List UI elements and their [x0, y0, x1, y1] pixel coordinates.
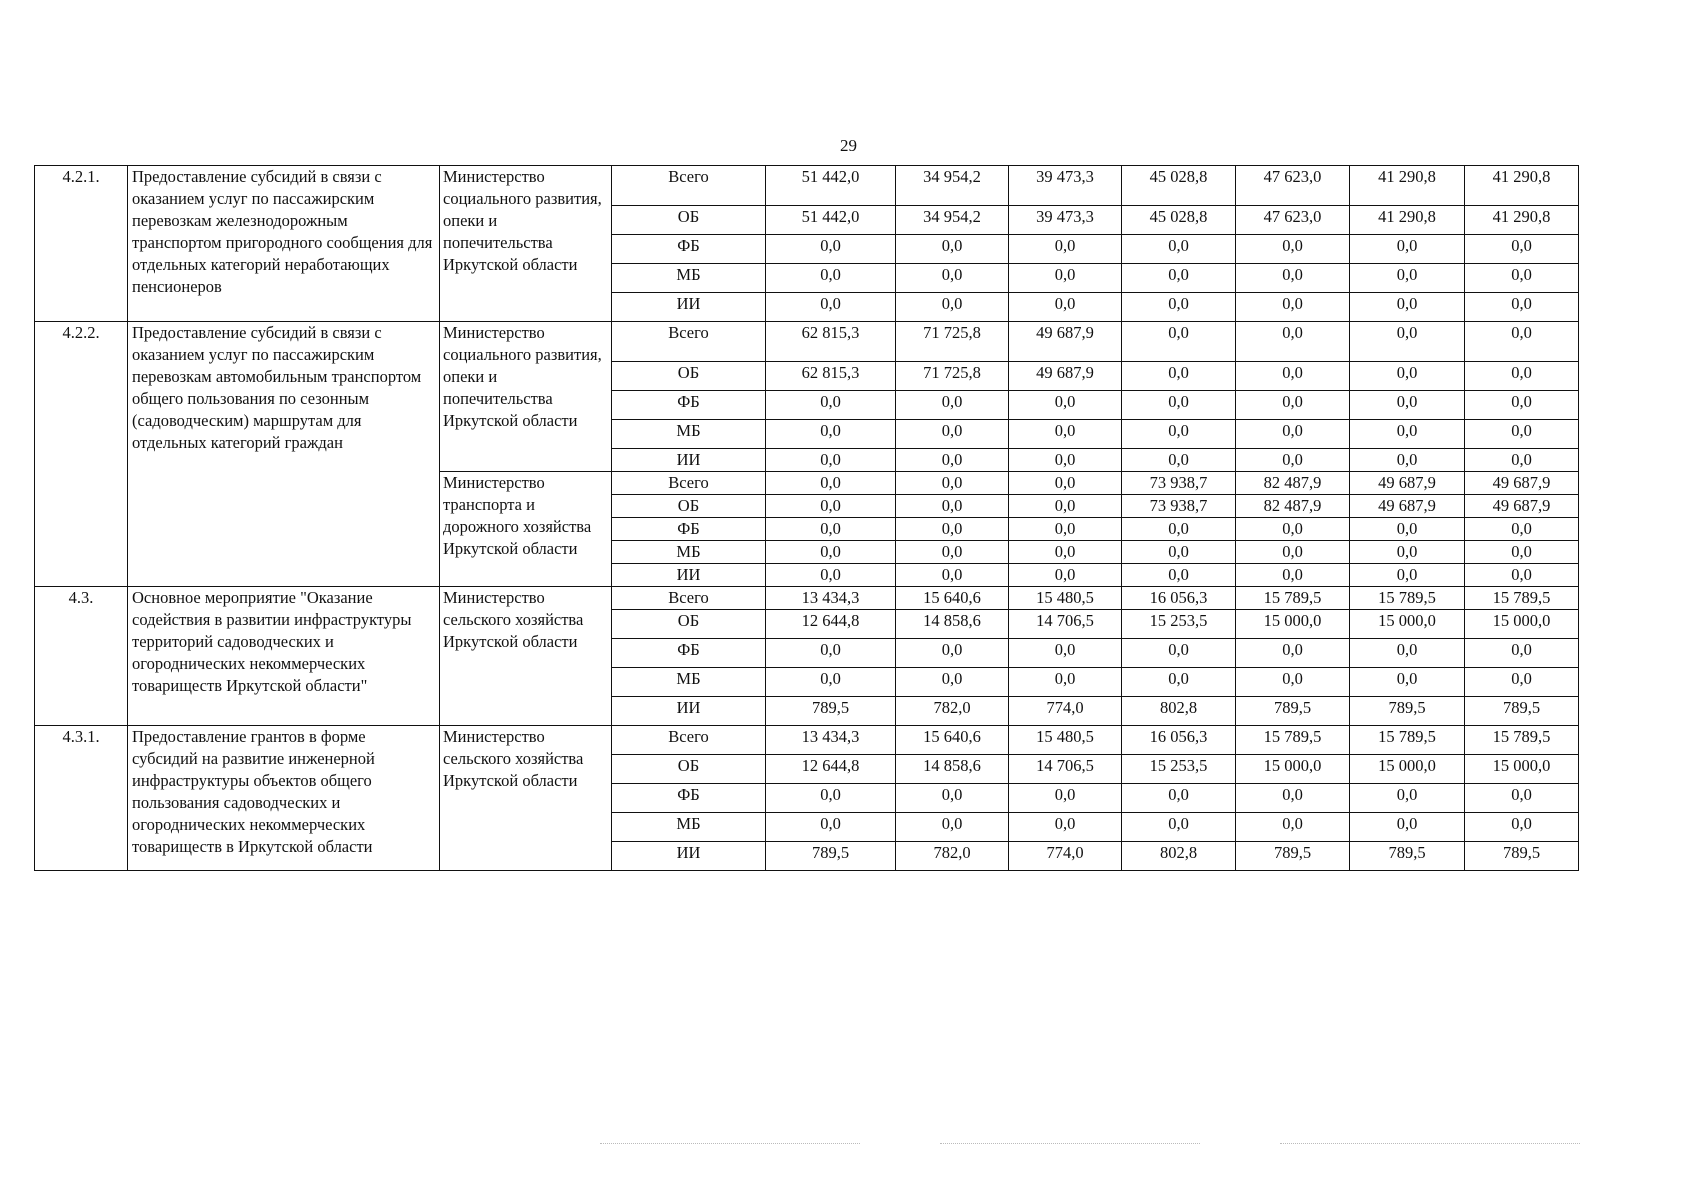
- amount-cell: 0,0: [896, 784, 1009, 813]
- amount-cell: 0,0: [1350, 813, 1465, 842]
- amount-cell: 15 640,6: [896, 726, 1009, 755]
- amount-cell: 16 056,3: [1122, 726, 1236, 755]
- amount-cell: 14 706,5: [1009, 610, 1122, 639]
- amount-cell: 0,0: [1465, 391, 1579, 420]
- funding-source: МБ: [612, 668, 766, 697]
- funding-source: ФБ: [612, 391, 766, 420]
- funding-source: ФБ: [612, 518, 766, 541]
- amount-cell: 0,0: [1465, 293, 1579, 322]
- amount-cell: 0,0: [1009, 293, 1122, 322]
- amount-cell: 0,0: [766, 472, 896, 495]
- amount-cell: 0,0: [1465, 235, 1579, 264]
- row-code: 4.2.2.: [35, 322, 128, 587]
- amount-cell: 47 623,0: [1236, 206, 1350, 235]
- funding-source: Всего: [612, 322, 766, 362]
- amount-cell: 0,0: [1122, 813, 1236, 842]
- amount-cell: 0,0: [766, 784, 896, 813]
- amount-cell: 0,0: [1122, 639, 1236, 668]
- amount-cell: 13 434,3: [766, 726, 896, 755]
- amount-cell: 0,0: [1122, 564, 1236, 587]
- amount-cell: 0,0: [1350, 293, 1465, 322]
- amount-cell: 0,0: [1350, 391, 1465, 420]
- amount-cell: 41 290,8: [1350, 206, 1465, 235]
- amount-cell: 0,0: [1350, 564, 1465, 587]
- amount-cell: 15 000,0: [1236, 755, 1350, 784]
- amount-cell: 0,0: [1465, 784, 1579, 813]
- amount-cell: 0,0: [766, 564, 896, 587]
- amount-cell: 0,0: [1122, 264, 1236, 293]
- funding-source: МБ: [612, 420, 766, 449]
- amount-cell: 39 473,3: [1009, 166, 1122, 206]
- amount-cell: 15 253,5: [1122, 610, 1236, 639]
- amount-cell: 0,0: [1009, 784, 1122, 813]
- amount-cell: 82 487,9: [1236, 495, 1350, 518]
- amount-cell: 14 858,6: [896, 755, 1009, 784]
- row-executor: Министерство транспорта и дорожного хозяйства Иркутской области: [440, 472, 612, 587]
- amount-cell: 0,0: [896, 472, 1009, 495]
- funding-source: ИИ: [612, 697, 766, 726]
- amount-cell: 14 858,6: [896, 610, 1009, 639]
- scan-noise: [600, 1143, 860, 1144]
- amount-cell: 0,0: [766, 668, 896, 697]
- amount-cell: 0,0: [1122, 449, 1236, 472]
- table-row: [35, 166, 1579, 206]
- amount-cell: 34 954,2: [896, 206, 1009, 235]
- funding-source: МБ: [612, 541, 766, 564]
- row-code: 4.3.1.: [35, 726, 128, 871]
- amount-cell: 0,0: [766, 639, 896, 668]
- amount-cell: 0,0: [1350, 541, 1465, 564]
- amount-cell: 0,0: [896, 235, 1009, 264]
- amount-cell: 49 687,9: [1465, 495, 1579, 518]
- amount-cell: 0,0: [1465, 639, 1579, 668]
- funding-source: ИИ: [612, 293, 766, 322]
- amount-cell: 51 442,0: [766, 206, 896, 235]
- amount-cell: 0,0: [1236, 668, 1350, 697]
- amount-cell: 15 000,0: [1465, 610, 1579, 639]
- amount-cell: 62 815,3: [766, 362, 896, 391]
- page-number: 29: [840, 136, 857, 155]
- amount-cell: 789,5: [1350, 697, 1465, 726]
- amount-cell: 15 480,5: [1009, 726, 1122, 755]
- amount-cell: 0,0: [896, 541, 1009, 564]
- amount-cell: 0,0: [1350, 264, 1465, 293]
- amount-cell: 49 687,9: [1350, 472, 1465, 495]
- amount-cell: 15 789,5: [1350, 587, 1465, 610]
- amount-cell: 0,0: [1350, 518, 1465, 541]
- amount-cell: 0,0: [1236, 264, 1350, 293]
- amount-cell: 0,0: [1122, 362, 1236, 391]
- amount-cell: 0,0: [1236, 449, 1350, 472]
- amount-cell: 774,0: [1009, 697, 1122, 726]
- amount-cell: 0,0: [766, 391, 896, 420]
- amount-cell: 0,0: [896, 293, 1009, 322]
- amount-cell: 0,0: [1465, 813, 1579, 842]
- amount-cell: 15 789,5: [1350, 726, 1465, 755]
- amount-cell: 782,0: [896, 842, 1009, 871]
- funding-source: ОБ: [612, 495, 766, 518]
- amount-cell: 0,0: [1009, 420, 1122, 449]
- funding-source: ОБ: [612, 755, 766, 784]
- amount-cell: 0,0: [1465, 362, 1579, 391]
- amount-cell: 789,5: [766, 697, 896, 726]
- amount-cell: 12 644,8: [766, 610, 896, 639]
- amount-cell: 0,0: [1122, 668, 1236, 697]
- funding-source: ФБ: [612, 235, 766, 264]
- amount-cell: 0,0: [766, 541, 896, 564]
- funding-source: ОБ: [612, 610, 766, 639]
- amount-cell: 0,0: [1236, 391, 1350, 420]
- amount-cell: 802,8: [1122, 842, 1236, 871]
- row-code: 4.2.1.: [35, 166, 128, 322]
- amount-cell: 15 789,5: [1465, 587, 1579, 610]
- scan-noise: [940, 1143, 1200, 1144]
- amount-cell: 0,0: [1236, 235, 1350, 264]
- amount-cell: 0,0: [1122, 293, 1236, 322]
- amount-cell: 789,5: [1236, 697, 1350, 726]
- amount-cell: 789,5: [1465, 842, 1579, 871]
- amount-cell: 0,0: [1009, 564, 1122, 587]
- amount-cell: 41 290,8: [1350, 166, 1465, 206]
- amount-cell: 14 706,5: [1009, 755, 1122, 784]
- amount-cell: 71 725,8: [896, 322, 1009, 362]
- amount-cell: 71 725,8: [896, 362, 1009, 391]
- amount-cell: 0,0: [896, 564, 1009, 587]
- amount-cell: 0,0: [896, 518, 1009, 541]
- amount-cell: 0,0: [1465, 564, 1579, 587]
- amount-cell: 0,0: [1009, 235, 1122, 264]
- amount-cell: 49 687,9: [1350, 495, 1465, 518]
- amount-cell: 0,0: [766, 420, 896, 449]
- amount-cell: 0,0: [1236, 813, 1350, 842]
- funding-source: ИИ: [612, 449, 766, 472]
- amount-cell: 0,0: [766, 293, 896, 322]
- budget-table: [34, 165, 1579, 871]
- amount-cell: 51 442,0: [766, 166, 896, 206]
- amount-cell: 0,0: [1350, 322, 1465, 362]
- amount-cell: 0,0: [1009, 472, 1122, 495]
- amount-cell: 0,0: [1009, 541, 1122, 564]
- amount-cell: 0,0: [1350, 362, 1465, 391]
- amount-cell: 0,0: [1236, 784, 1350, 813]
- amount-cell: 45 028,8: [1122, 166, 1236, 206]
- row-executor: Министерство сельского хозяйства Иркутской области: [440, 726, 612, 871]
- amount-cell: 0,0: [896, 264, 1009, 293]
- amount-cell: 49 687,9: [1009, 322, 1122, 362]
- amount-cell: 49 687,9: [1009, 362, 1122, 391]
- amount-cell: 41 290,8: [1465, 206, 1579, 235]
- amount-cell: 0,0: [896, 420, 1009, 449]
- amount-cell: 789,5: [1465, 697, 1579, 726]
- amount-cell: 0,0: [1122, 784, 1236, 813]
- amount-cell: 0,0: [1122, 518, 1236, 541]
- row-code: 4.3.: [35, 587, 128, 726]
- amount-cell: 0,0: [1236, 322, 1350, 362]
- funding-source: МБ: [612, 813, 766, 842]
- amount-cell: 0,0: [766, 518, 896, 541]
- amount-cell: 12 644,8: [766, 755, 896, 784]
- table-row: [35, 726, 1579, 755]
- amount-cell: 0,0: [766, 495, 896, 518]
- funding-source: МБ: [612, 264, 766, 293]
- amount-cell: 15 640,6: [896, 587, 1009, 610]
- amount-cell: 0,0: [1350, 784, 1465, 813]
- amount-cell: 0,0: [1009, 518, 1122, 541]
- amount-cell: 0,0: [1236, 639, 1350, 668]
- amount-cell: 0,0: [766, 264, 896, 293]
- amount-cell: 0,0: [896, 449, 1009, 472]
- amount-cell: 13 434,3: [766, 587, 896, 610]
- funding-source: ФБ: [612, 639, 766, 668]
- amount-cell: 47 623,0: [1236, 166, 1350, 206]
- row-activity-name: Предоставление субсидий в связи с оказанием услуг по пассажирским перевозкам железнодорожным транспортом пригородного сообщения для отдельных категорий неработающих пенсионеров: [128, 166, 440, 322]
- amount-cell: 0,0: [896, 813, 1009, 842]
- row-activity-name: Предоставление субсидий в связи с оказанием услуг по пассажирским перевозкам автомобильным транспортом общего пользования по сезонным (садоводческим) маршрутам для отдельных категорий граждан: [128, 322, 440, 587]
- funding-source: ИИ: [612, 564, 766, 587]
- table-row: [35, 587, 1579, 610]
- amount-cell: 0,0: [1465, 541, 1579, 564]
- funding-source: ФБ: [612, 784, 766, 813]
- amount-cell: 0,0: [1122, 391, 1236, 420]
- amount-cell: 15 789,5: [1236, 587, 1350, 610]
- amount-cell: 15 000,0: [1350, 610, 1465, 639]
- amount-cell: 0,0: [1350, 668, 1465, 697]
- row-activity-name: Предоставление грантов в форме субсидий на развитие инженерной инфраструктуры объектов общего пользования садоводческих и огороднических некоммерческих товариществ в Иркутской области: [128, 726, 440, 871]
- funding-source: ОБ: [612, 362, 766, 391]
- amount-cell: 0,0: [1009, 639, 1122, 668]
- amount-cell: 0,0: [1122, 541, 1236, 564]
- funding-source: Всего: [612, 726, 766, 755]
- amount-cell: 62 815,3: [766, 322, 896, 362]
- amount-cell: 15 789,5: [1236, 726, 1350, 755]
- row-executor: Министерство социального развития, опеки и попечительства Иркутской области: [440, 322, 612, 472]
- amount-cell: 15 000,0: [1236, 610, 1350, 639]
- amount-cell: 0,0: [896, 495, 1009, 518]
- amount-cell: 0,0: [1009, 813, 1122, 842]
- amount-cell: 789,5: [1236, 842, 1350, 871]
- amount-cell: 16 056,3: [1122, 587, 1236, 610]
- funding-source: Всего: [612, 472, 766, 495]
- amount-cell: 0,0: [1236, 564, 1350, 587]
- row-activity-name: Основное мероприятие "Оказание содействия в развитии инфраструктуры территорий садоводческих и огороднических некоммерческих товариществ Иркутской области": [128, 587, 440, 726]
- amount-cell: 0,0: [1236, 362, 1350, 391]
- amount-cell: 0,0: [1350, 235, 1465, 264]
- amount-cell: 0,0: [1236, 420, 1350, 449]
- amount-cell: 0,0: [1009, 391, 1122, 420]
- amount-cell: 0,0: [1009, 264, 1122, 293]
- amount-cell: 0,0: [1465, 322, 1579, 362]
- amount-cell: 0,0: [1465, 668, 1579, 697]
- amount-cell: 0,0: [1465, 264, 1579, 293]
- amount-cell: 0,0: [1236, 541, 1350, 564]
- amount-cell: 41 290,8: [1465, 166, 1579, 206]
- amount-cell: 0,0: [1122, 235, 1236, 264]
- amount-cell: 0,0: [896, 639, 1009, 668]
- amount-cell: 0,0: [1122, 420, 1236, 449]
- table-row: [35, 322, 1579, 362]
- amount-cell: 15 000,0: [1465, 755, 1579, 784]
- row-executor: Министерство сельского хозяйства Иркутской области: [440, 587, 612, 726]
- amount-cell: 73 938,7: [1122, 472, 1236, 495]
- amount-cell: 73 938,7: [1122, 495, 1236, 518]
- amount-cell: 15 253,5: [1122, 755, 1236, 784]
- amount-cell: 15 789,5: [1465, 726, 1579, 755]
- amount-cell: 0,0: [1009, 495, 1122, 518]
- amount-cell: 0,0: [1350, 449, 1465, 472]
- amount-cell: 789,5: [766, 842, 896, 871]
- amount-cell: 39 473,3: [1009, 206, 1122, 235]
- amount-cell: 0,0: [766, 449, 896, 472]
- funding-source: ОБ: [612, 206, 766, 235]
- amount-cell: 0,0: [1350, 639, 1465, 668]
- amount-cell: 0,0: [1350, 420, 1465, 449]
- funding-source: Всего: [612, 587, 766, 610]
- amount-cell: 0,0: [1465, 518, 1579, 541]
- amount-cell: 782,0: [896, 697, 1009, 726]
- amount-cell: 82 487,9: [1236, 472, 1350, 495]
- amount-cell: 45 028,8: [1122, 206, 1236, 235]
- amount-cell: 0,0: [1236, 518, 1350, 541]
- funding-source: ИИ: [612, 842, 766, 871]
- amount-cell: 15 000,0: [1350, 755, 1465, 784]
- amount-cell: 0,0: [766, 235, 896, 264]
- amount-cell: 802,8: [1122, 697, 1236, 726]
- amount-cell: 0,0: [1009, 449, 1122, 472]
- amount-cell: 0,0: [896, 391, 1009, 420]
- amount-cell: 0,0: [1465, 420, 1579, 449]
- amount-cell: 774,0: [1009, 842, 1122, 871]
- amount-cell: 0,0: [1009, 668, 1122, 697]
- amount-cell: 0,0: [1465, 449, 1579, 472]
- amount-cell: 0,0: [1236, 293, 1350, 322]
- amount-cell: 49 687,9: [1465, 472, 1579, 495]
- amount-cell: 789,5: [1350, 842, 1465, 871]
- scan-noise: [1280, 1143, 1580, 1144]
- amount-cell: 0,0: [896, 668, 1009, 697]
- amount-cell: 0,0: [766, 813, 896, 842]
- row-executor: Министерство социального развития, опеки и попечительства Иркутской области: [440, 166, 612, 322]
- amount-cell: 34 954,2: [896, 166, 1009, 206]
- amount-cell: 0,0: [1122, 322, 1236, 362]
- funding-source: Всего: [612, 166, 766, 206]
- amount-cell: 15 480,5: [1009, 587, 1122, 610]
